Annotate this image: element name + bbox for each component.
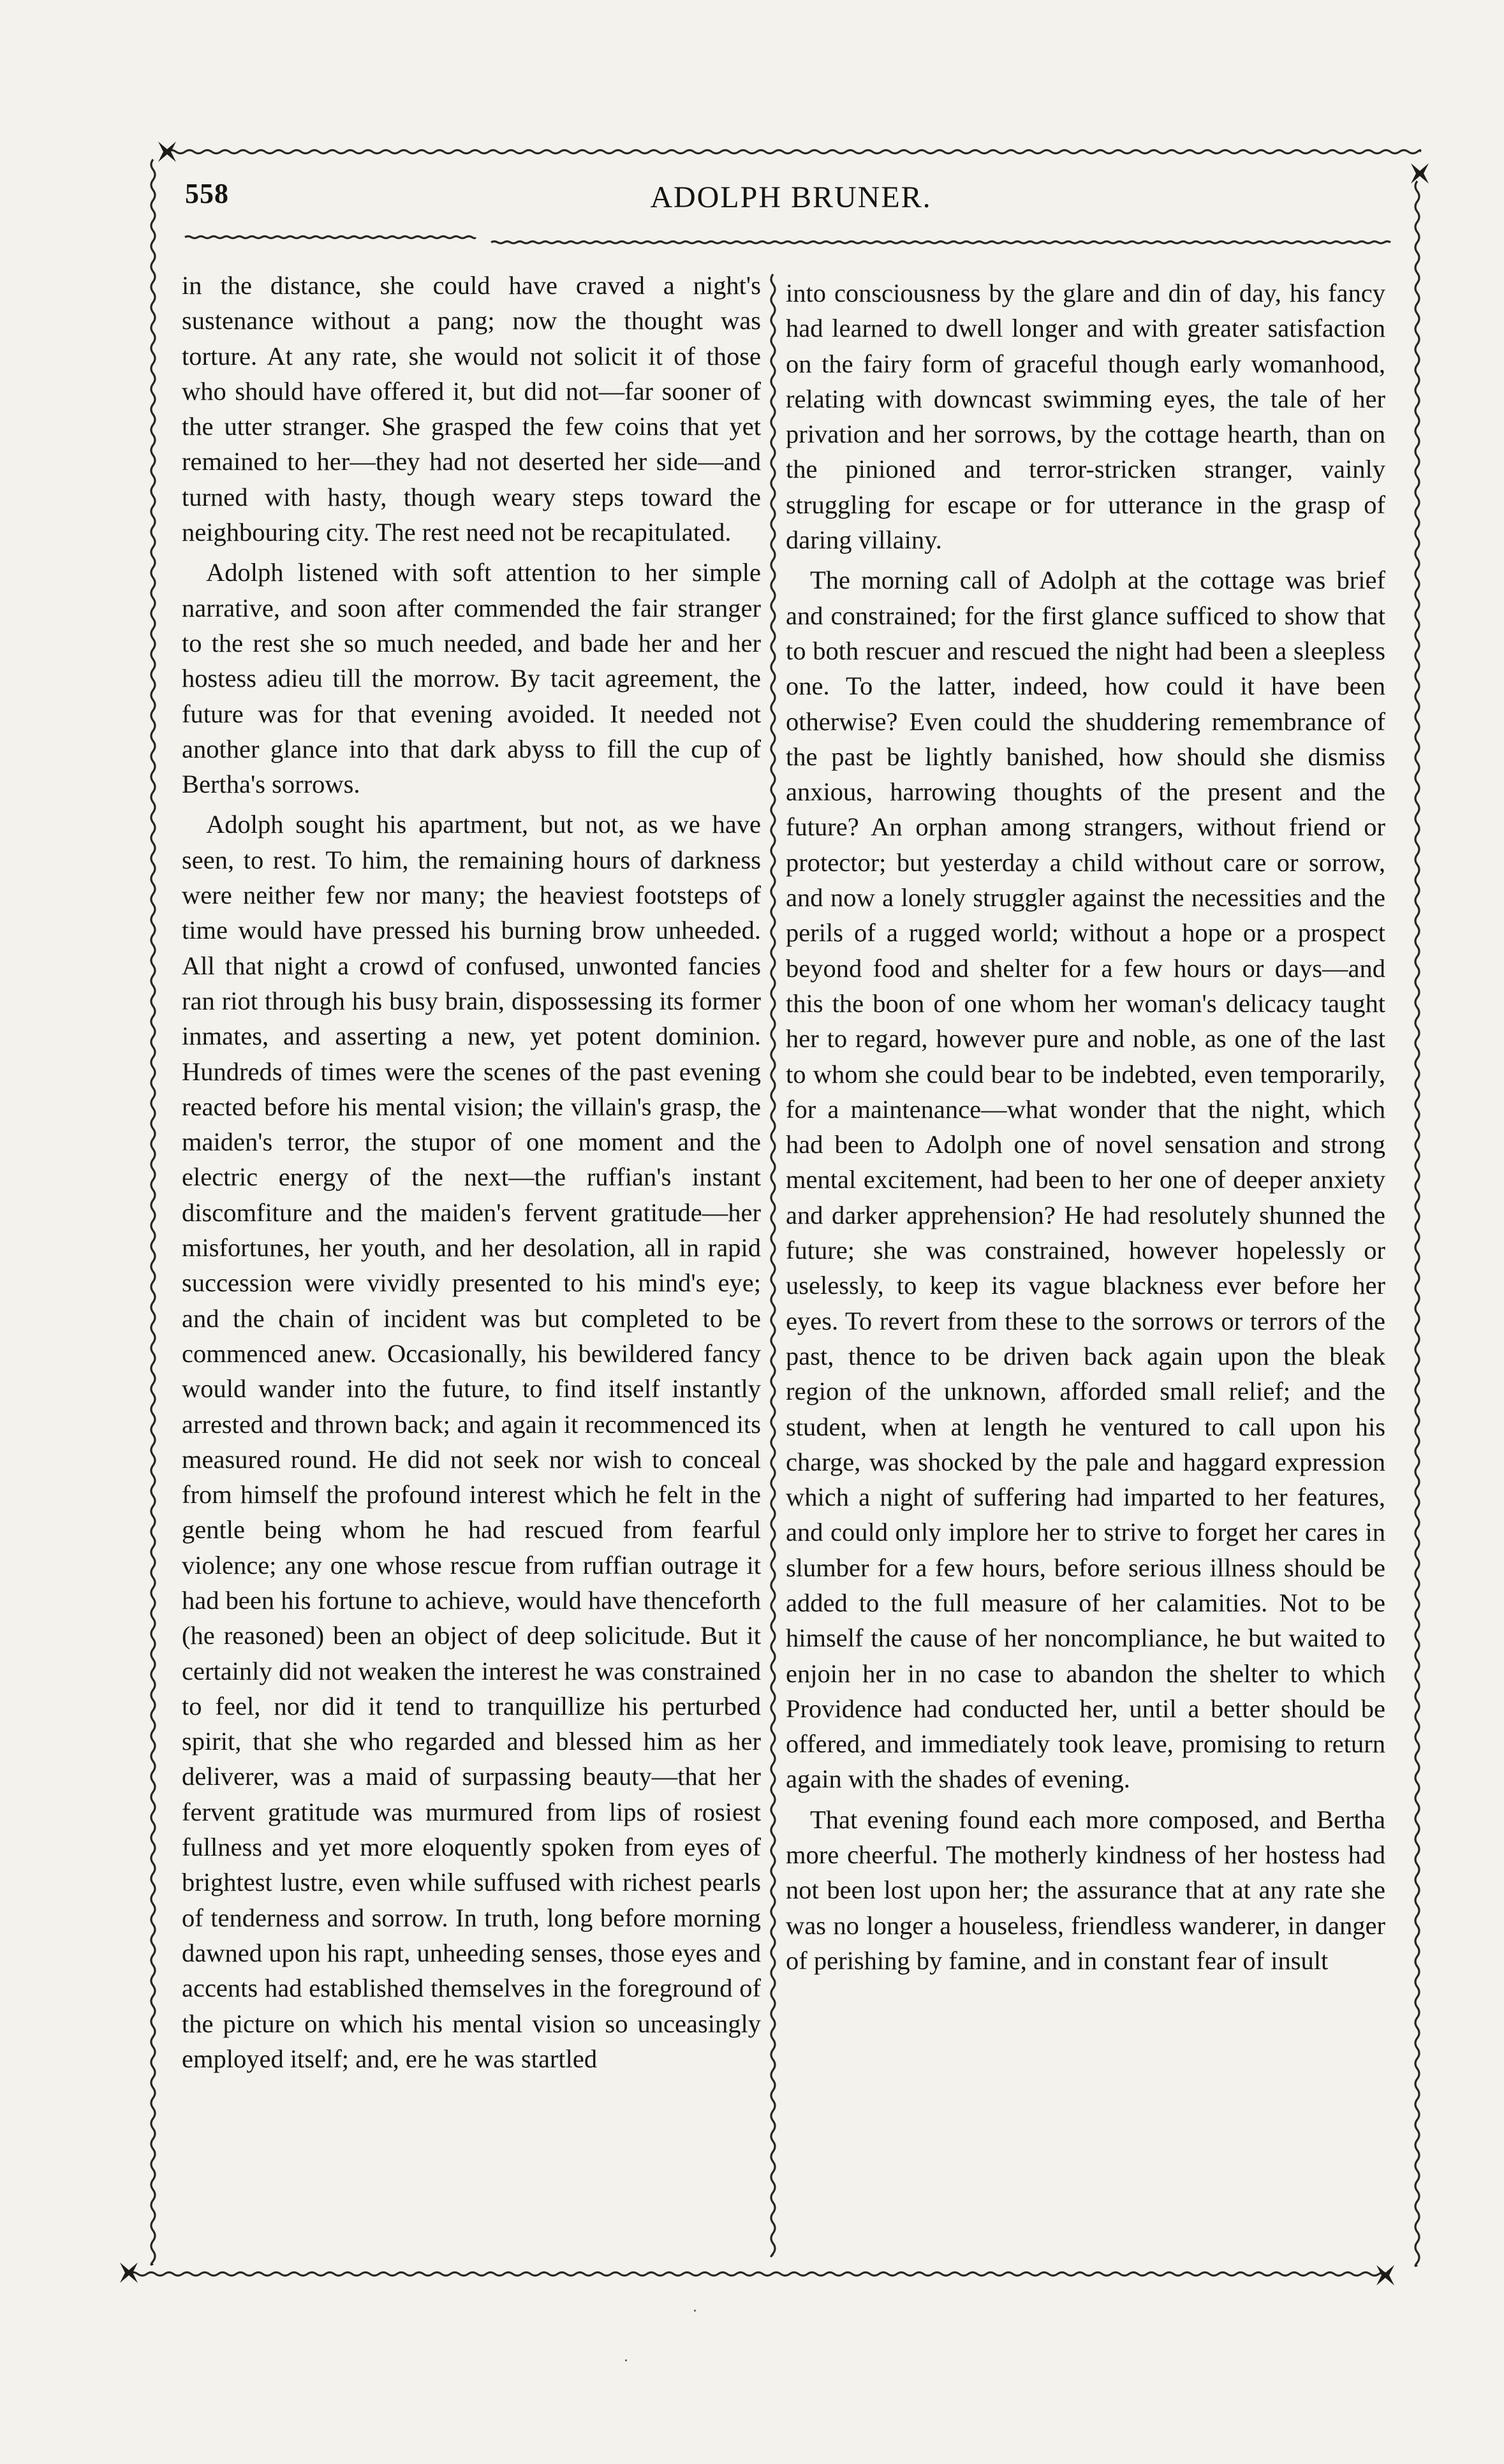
left-column bbox=[182, 268, 761, 2251]
header-rule-right bbox=[491, 242, 1390, 244]
left-paragraph-3: Adolph sought his apartment, but not, as we have seen, to rest. To him, the remaining hours of darkness were neither few nor many; the heaviest footsteps of time would have pressed his burning brow unheeded. All that night a crowd of confused, unwonted fancies ran riot through his busy brain, dispossessing its former inmates, and asserting a new, yet potent dominion. Hundreds of times were the scenes of the past evening reacted before his mental vision; the villain's grasp, the maiden's terror, the stupor of one moment and the electric energy of the next—the ruffian's instant discomfiture and the maiden's fervent gratitude—her misfortunes, her youth, and her desolation, all in rapid succession were vividly presented to his mind's eye; and the chain of incident was but completed to be commenced anew. Occasionally, his bewildered fancy would wander into the future, to find itself instantly arrested and thrown back; and again it recommenced its measured round. He did not seek nor wish to conceal from himself the profound interest which he felt in the gentle being whom he had rescued from fearful violence; any one whose rescue from ruffian outrage it had been his fortune to achieve, would have thenceforth (he reasoned) been an object of deep solicitude. But it certainly did not weaken the interest he was constrained to feel, nor did it tend to tranquillize his perturbed spirit, that she who regarded and blessed him as her deliverer, was a maid of surpassing beauty—that her fervent gratitude was murmured from lips of rosiest fullness and yet more eloquently spoken from eyes of brightest lustre, even while suffused with richest pearls of tenderness and sorrow. In truth, long before morning dawned upon his rapt, unheeding senses, those eyes and accents had established themselves in the foreground of the picture on which his mental vision so unceasingly employed itself; and, ere he was startled bbox=[182, 810, 761, 2073]
running-title: ADOLPH BRUNER. bbox=[650, 180, 932, 214]
corner-ornament-top-left bbox=[158, 142, 176, 162]
page-number: 558 bbox=[185, 178, 229, 209]
border-left-wave bbox=[151, 159, 155, 2264]
page-header bbox=[172, 171, 1410, 228]
right-paragraph-2: The morning call of Adolph at the cottage was brief and constrained; for the first glance sufficed to show that to both rescuer and rescued the night had been a sleepless one. To the latter, indeed, how could it have been otherwise? Even could the shuddering remembrance of the past be lightly banished, how should she dismiss anxious, harrowing thoughts of the present and the future? An orphan among strangers, without friend or protector; but yesterday a child without care or sorrow, and now a lonely struggler against the necessities and the perils of a rugged world; without a hope or a prospect beyond food and shelter for a few hours or days—and this the boon of one whom her woman's delicacy taught her to regard, however pure and noble, as one of the last to whom she could bear to be indebted, even temporarily, for a maintenance—what wonder that the night, which had been to Adolph one of novel sensation and strong mental excitement, had been to her one of deeper anxiety and darker apprehension? He had resolutely shunned the future; she was constrained, however hopelessly or uselessly, to keep its vague blackness ever before her eyes. To revert from these to the sorrows or terrors of the past, thence to be driven back again upon the bleak region of the unknown, afforded small relief; and the student, when at length he ventured to call upon his charge, was shocked by the pale and haggard expression which a night of suffering had imparted to her features, and could only implore her to strive to forget her cares in slumber for a few hours, before serious illness should be added to the full measure of her calamities. Not to be himself the cause of her noncompliance, he but waited to enjoin her in no case to abandon the shelter to which Providence had conducted her, until a better should be offered, and immediately took leave, promising to return again with the shades of evening. bbox=[786, 566, 1385, 1794]
corner-ornament-top-right bbox=[1411, 163, 1429, 184]
column-divider-wave bbox=[771, 274, 775, 2256]
right-paragraph-1: into consciousness by the glare and din of day, his fancy had learned to dwell longer and with greater satisfaction on the fairy form of graceful though early womanhood, relating with downcast swimming eyes, the tale of her privation and her sorrows, by the cottage hearth, than on the pinioned and terror-stricken stranger, vainly struggling for escape or for utterance in the grasp of daring villainy. bbox=[786, 279, 1385, 555]
border-top-wave bbox=[167, 150, 1420, 154]
paper-speck bbox=[694, 2310, 696, 2312]
header-rule-left bbox=[185, 237, 475, 238]
paper-speck bbox=[625, 2359, 627, 2361]
border-right-wave bbox=[1415, 181, 1419, 2266]
border-bottom-wave bbox=[129, 2273, 1385, 2276]
left-paragraph-1: in the distance, she could have craved a night's sustenance without a pang; now the thought was torture. At any rate, she would not solicit it of those who should have offered it, but did not—far sooner of the utter stranger. She grasped the few coins that yet remained to her—they had not deserted her side—and turned with hasty, though weary steps toward the neighbouring city. The rest need not be recapitulated. bbox=[182, 271, 761, 547]
left-paragraph-2: Adolph listened with soft attention to her simple narrative, and soon after commended the fair stranger to the rest she so much needed, and bade her and her hostess adieu till the morrow. By tacit agreement, the future was for that evening avoided. It needed not another glance into that dark abyss to fill the cup of Bertha's sorrows. bbox=[182, 558, 761, 799]
right-column bbox=[786, 275, 1385, 2259]
corner-ornament-bottom-right bbox=[1376, 2265, 1394, 2285]
right-paragraph-3: That evening found each more composed, and Bertha more cheerful. The motherly kindness of her hostess had not been lost upon her; the assurance that at any rate she was no longer a houseless, friendless wanderer, in danger of perishing by famine, and in constant fear of insult bbox=[786, 1805, 1385, 1975]
